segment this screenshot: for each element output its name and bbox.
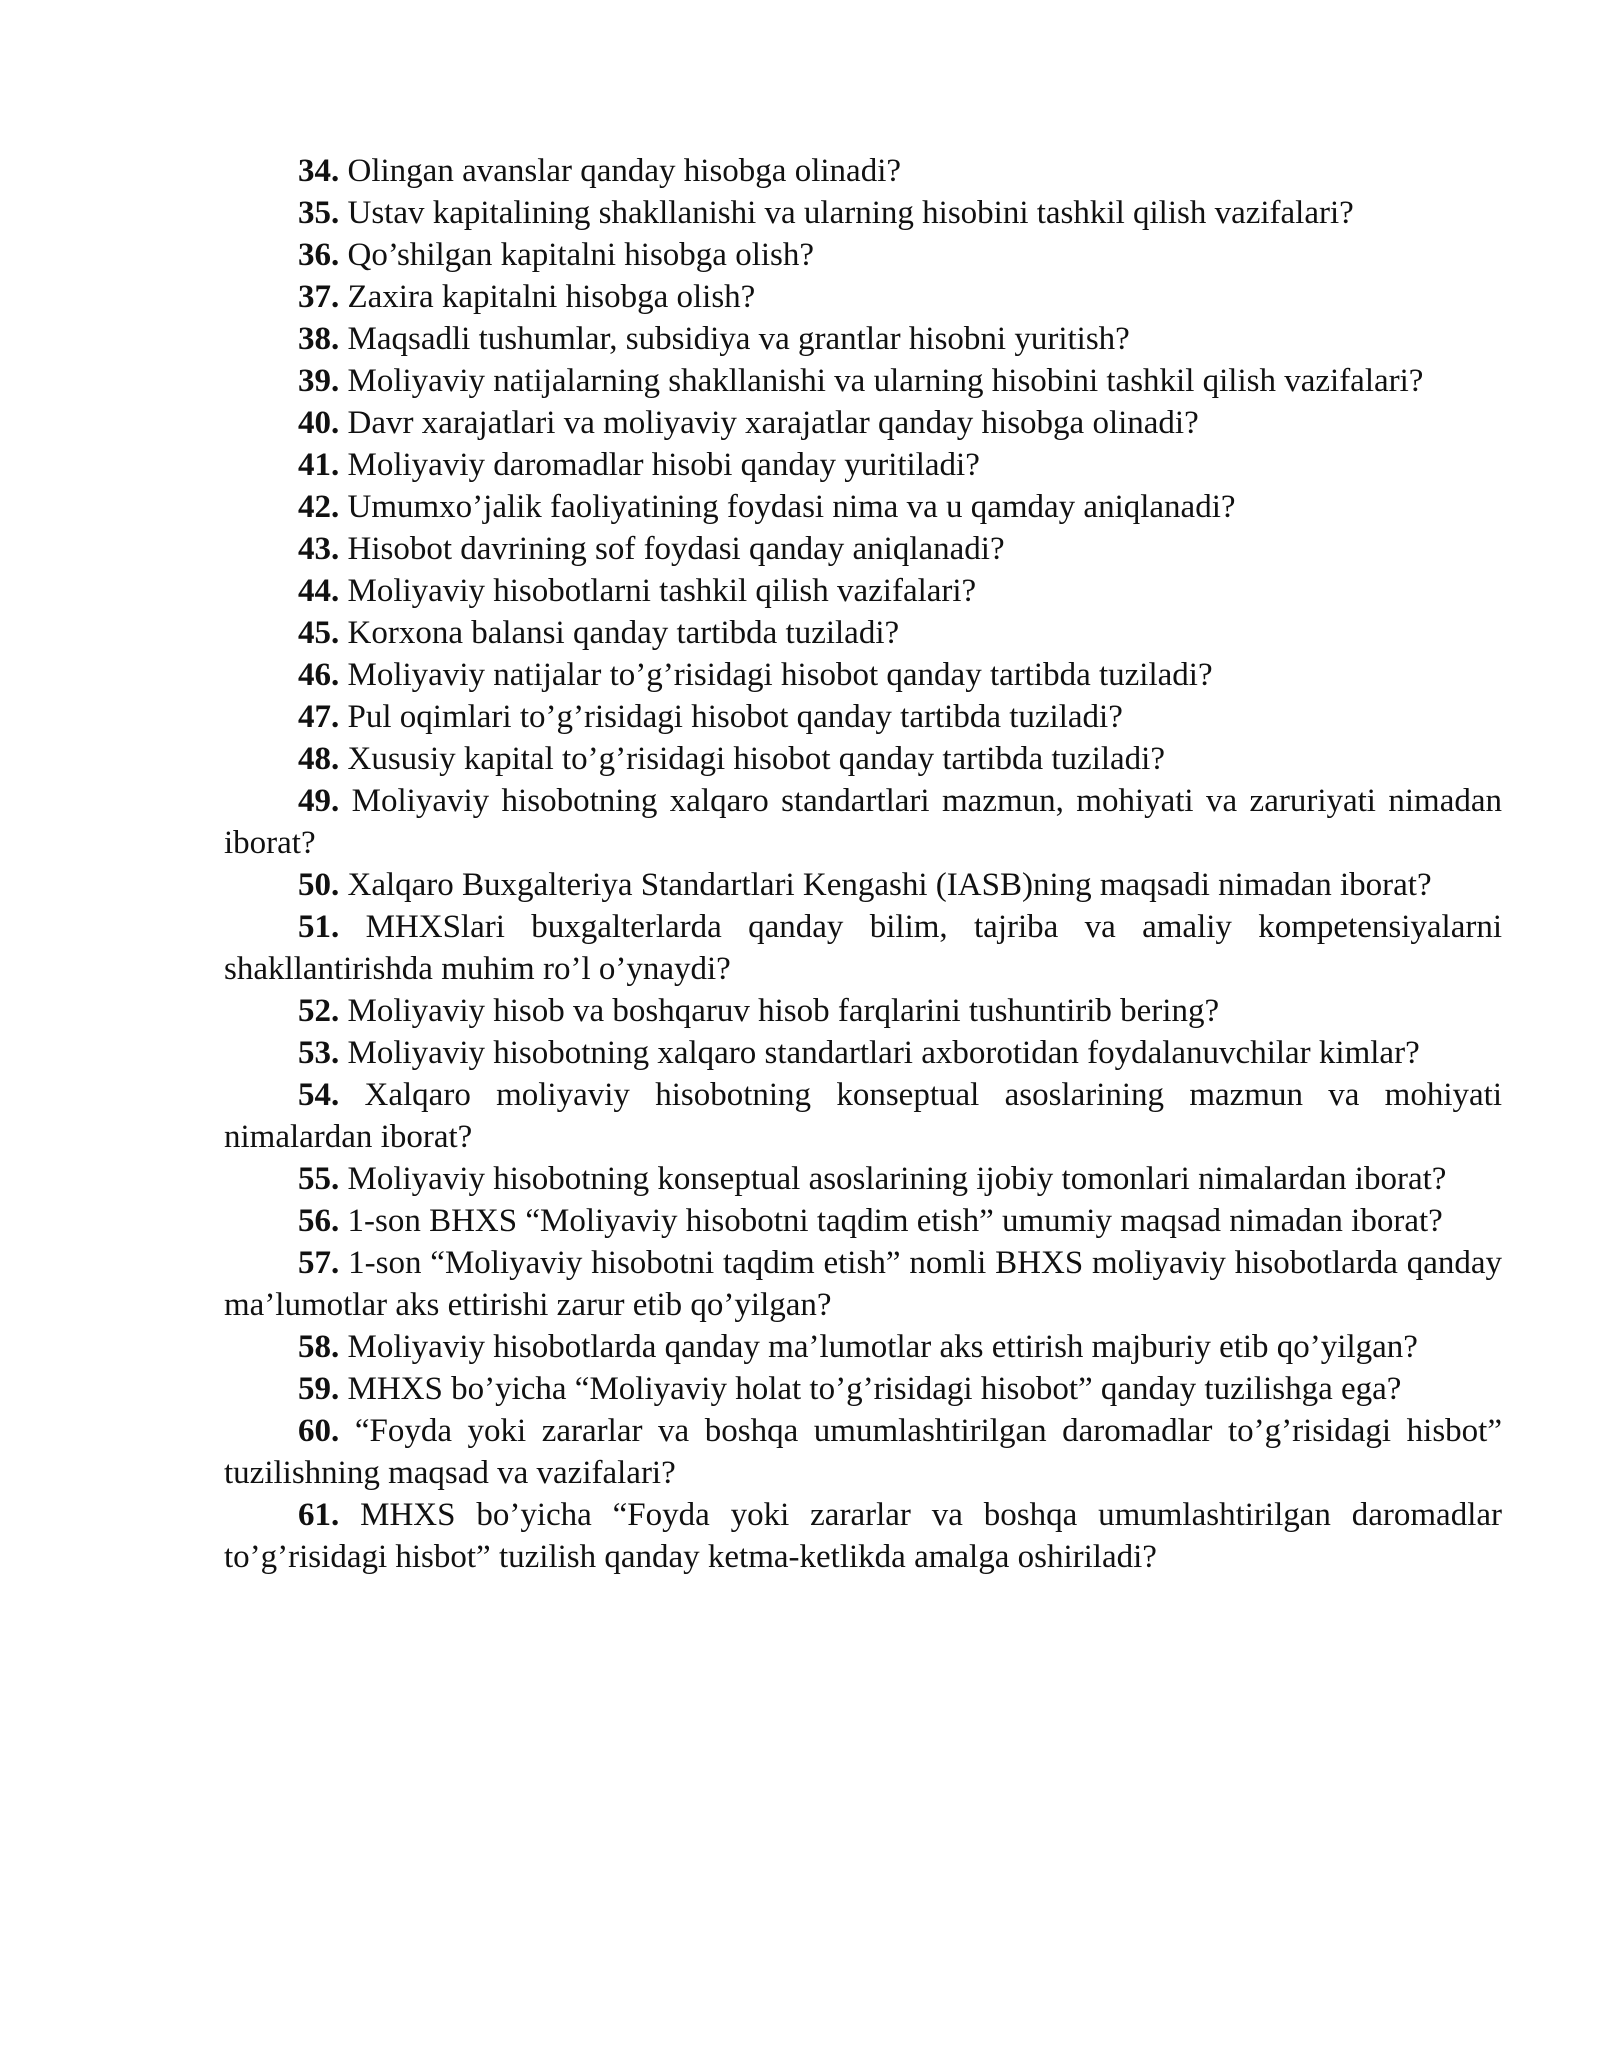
question-number: 39. bbox=[298, 363, 340, 399]
question-text: Umumxo’jalik faoliyatining foydasi nima va u qamday aniqlanadi? bbox=[347, 489, 1236, 525]
question-item bbox=[224, 486, 1502, 528]
question-number: 42. bbox=[298, 489, 340, 525]
question-item bbox=[224, 444, 1502, 486]
question-number: 53. bbox=[298, 1035, 340, 1071]
question-number: 57. bbox=[298, 1245, 340, 1281]
question-item bbox=[224, 612, 1502, 654]
question-number: 56. bbox=[298, 1203, 340, 1239]
question-item bbox=[224, 360, 1502, 402]
question-text: Xususiy kapital to’g’risidagi hisobot qanday tartibda tuziladi? bbox=[347, 741, 1165, 777]
question-text: Pul oqimlari to’g’risidagi hisobot qanday tartibda tuziladi? bbox=[347, 699, 1123, 735]
question-number: 50. bbox=[298, 867, 340, 903]
question-text: Moliyaviy hisobotning xalqaro standartlari axborotidan foydalanuvchilar kimlar? bbox=[347, 1035, 1420, 1071]
question-text: Hisobot davrining sof foydasi qanday aniqlanadi? bbox=[347, 531, 1005, 567]
question-number: 52. bbox=[298, 993, 340, 1029]
question-text: Moliyaviy hisobotning konseptual asoslarining ijobiy tomonlari nimalardan iborat? bbox=[347, 1161, 1447, 1197]
question-text: Moliyaviy natijalar to’g’risidagi hisobot qanday tartibda tuziladi? bbox=[347, 657, 1213, 693]
question-item bbox=[224, 1032, 1502, 1074]
question-item bbox=[224, 276, 1502, 318]
question-item bbox=[224, 696, 1502, 738]
question-number: 45. bbox=[298, 615, 340, 651]
question-item bbox=[224, 990, 1502, 1032]
question-number: 61. bbox=[298, 1497, 340, 1533]
question-list bbox=[224, 150, 1502, 1578]
question-item bbox=[224, 528, 1502, 570]
question-number: 49. bbox=[298, 783, 340, 819]
question-text: 1-son “Moliyaviy hisobotni taqdim etish” nomli BHXS moliyaviy hisobotlarda qanday ma’lumotlar aks ettirishi zarur etib qo’yilgan? bbox=[224, 1245, 1502, 1323]
question-text: Maqsadli tushumlar, subsidiya va grantlar hisobni yuritish? bbox=[347, 321, 1130, 357]
question-number: 58. bbox=[298, 1329, 340, 1365]
question-number: 48. bbox=[298, 741, 340, 777]
question-text: MHXS bo’yicha “Foyda yoki zararlar va boshqa umumlashtirilgan daromadlar to’g’risidagi hisbot” tuzilish qanday ketma-ketlikda amalga oshiriladi? bbox=[224, 1497, 1503, 1575]
question-item bbox=[224, 570, 1502, 612]
question-text: Korxona balansi qanday tartibda tuziladi? bbox=[347, 615, 900, 651]
question-item bbox=[224, 1158, 1502, 1200]
question-item bbox=[224, 1200, 1502, 1242]
question-item bbox=[224, 402, 1502, 444]
question-text: “Foyda yoki zararlar va boshqa umumlashtirilgan daromadlar to’g’risidagi hisbot” tuzilishning maqsad va vazifalari? bbox=[224, 1413, 1502, 1491]
question-number: 40. bbox=[298, 405, 340, 441]
question-item bbox=[224, 906, 1502, 990]
question-text: Moliyaviy daromadlar hisobi qanday yuritiladi? bbox=[347, 447, 980, 483]
question-text: Davr xarajatlari va moliyaviy xarajatlar qanday hisobga olinadi? bbox=[347, 405, 1199, 441]
question-number: 46. bbox=[298, 657, 340, 693]
question-item bbox=[224, 1326, 1502, 1368]
question-number: 35. bbox=[298, 195, 340, 231]
question-item bbox=[224, 150, 1502, 192]
question-number: 55. bbox=[298, 1161, 340, 1197]
question-item bbox=[224, 192, 1502, 234]
question-number: 36. bbox=[298, 237, 340, 273]
question-text: 1-son BHXS “Moliyaviy hisobotni taqdim etish” umumiy maqsad nimadan iborat? bbox=[347, 1203, 1443, 1239]
question-item bbox=[224, 1494, 1502, 1578]
question-text: MHXSlari buxgalterlarda qanday bilim, tajriba va amaliy kompetensiyalarni shakllantirishda muhim ro’l o’ynaydi? bbox=[224, 909, 1502, 987]
question-text: Moliyaviy hisobotlarda qanday ma’lumotlar aks ettirish majburiy etib qo’yilgan? bbox=[347, 1329, 1418, 1365]
question-text: Moliyaviy hisobotlarni tashkil qilish vazifalari? bbox=[347, 573, 977, 609]
question-item bbox=[224, 1074, 1502, 1158]
question-text: Zaxira kapitalni hisobga olish? bbox=[347, 279, 756, 315]
question-text: Olingan avanslar qanday hisobga olinadi? bbox=[347, 153, 902, 189]
question-text: Ustav kapitalining shakllanishi va ularning hisobini tashkil qilish vazifalari? bbox=[347, 195, 1354, 231]
question-text: Xalqaro Buxgalteriya Standartlari Kengashi (IASB)ning maqsadi nimadan iborat? bbox=[347, 867, 1432, 903]
question-number: 37. bbox=[298, 279, 340, 315]
question-number: 44. bbox=[298, 573, 340, 609]
question-item bbox=[224, 1242, 1502, 1326]
question-number: 38. bbox=[298, 321, 340, 357]
question-item bbox=[224, 234, 1502, 276]
question-text: Xalqaro moliyaviy hisobotning konseptual asoslarining mazmun va mohiyati nimalardan iborat? bbox=[224, 1077, 1502, 1155]
question-number: 47. bbox=[298, 699, 340, 735]
question-item bbox=[224, 1410, 1502, 1494]
question-text: MHXS bo’yicha “Moliyaviy holat to’g’risidagi hisobot” qanday tuzilishga ega? bbox=[347, 1371, 1402, 1407]
question-item bbox=[224, 738, 1502, 780]
question-text: Moliyaviy natijalarning shakllanishi va ularning hisobini tashkil qilish vazifalari? bbox=[347, 363, 1424, 399]
question-item bbox=[224, 318, 1502, 360]
question-number: 59. bbox=[298, 1371, 340, 1407]
question-text: Moliyaviy hisob va boshqaruv hisob farqlarini tushuntirib bering? bbox=[347, 993, 1220, 1029]
question-number: 51. bbox=[298, 909, 340, 945]
question-item bbox=[224, 780, 1502, 864]
question-number: 41. bbox=[298, 447, 340, 483]
question-text: Moliyaviy hisobotning xalqaro standartlari mazmun, mohiyati va zaruriyati nimadan iborat? bbox=[224, 783, 1502, 861]
question-number: 34. bbox=[298, 153, 340, 189]
question-item bbox=[224, 654, 1502, 696]
question-number: 54. bbox=[298, 1077, 340, 1113]
question-number: 60. bbox=[298, 1413, 340, 1449]
question-text: Qo’shilgan kapitalni hisobga olish? bbox=[347, 237, 815, 273]
question-item bbox=[224, 864, 1502, 906]
question-number: 43. bbox=[298, 531, 340, 567]
question-item bbox=[224, 1368, 1502, 1410]
